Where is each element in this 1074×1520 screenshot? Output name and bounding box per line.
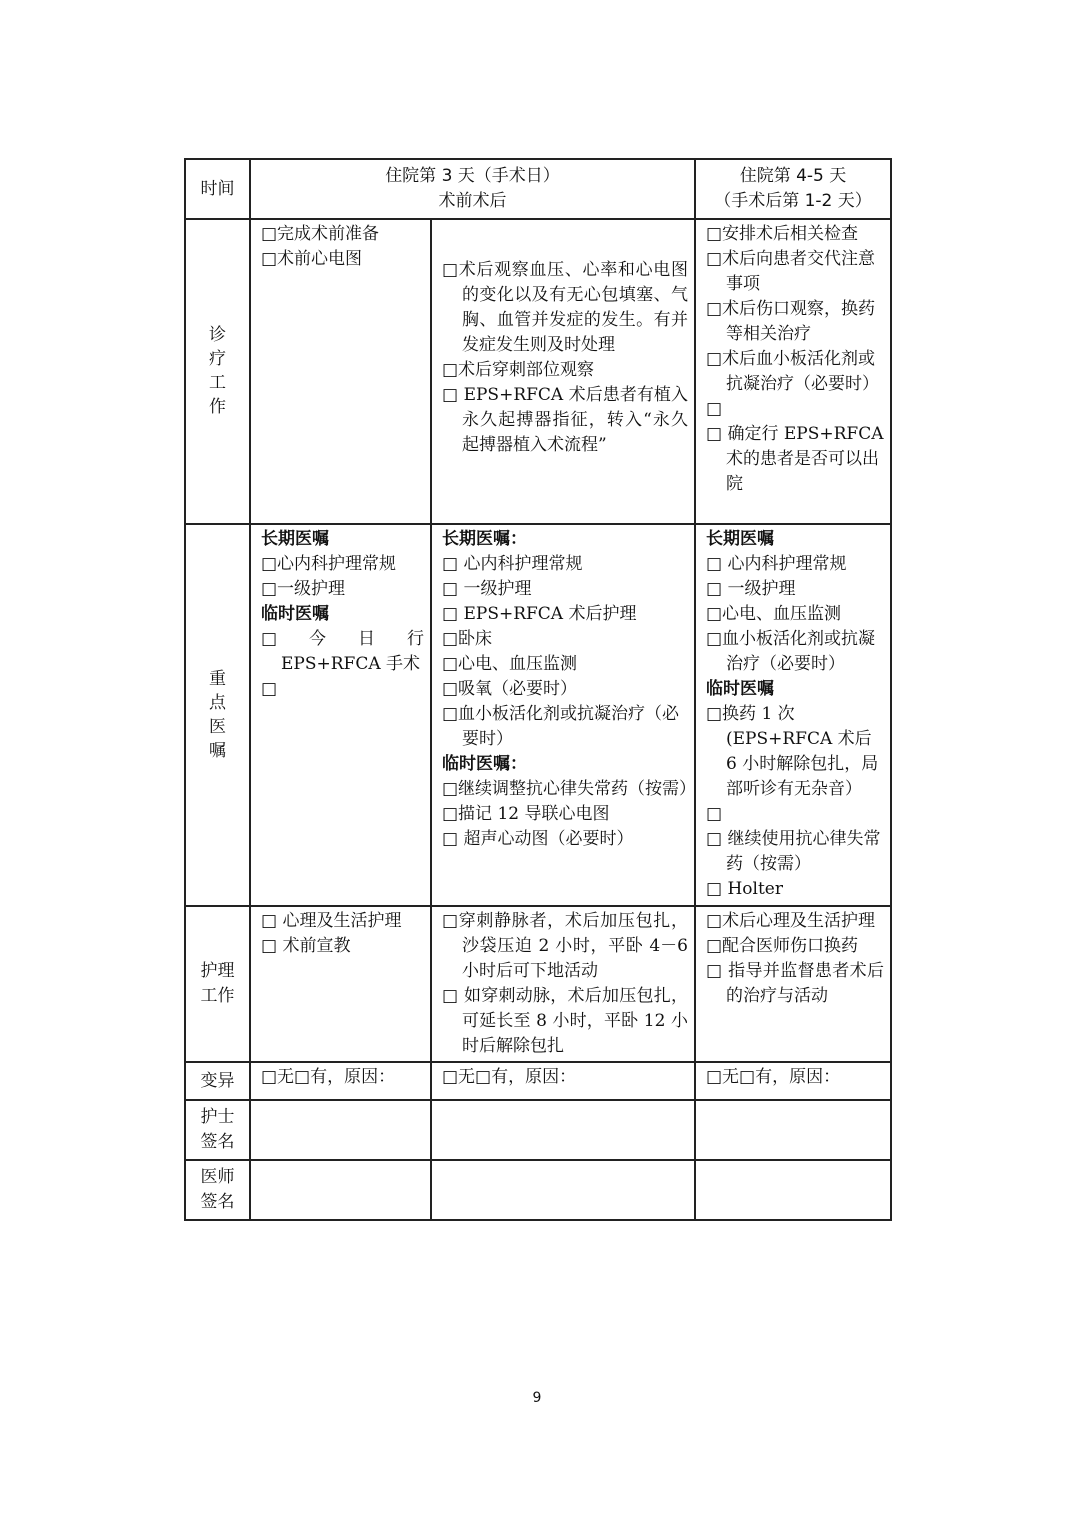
nursing-postop-cell xyxy=(431,906,695,1062)
list-item: □ Holter xyxy=(706,879,783,899)
list-item: □卧床 xyxy=(442,629,493,649)
doctor-sign-row xyxy=(185,1160,891,1220)
nurse-sign-label: 护士签名 xyxy=(185,1100,250,1160)
list-item: □术后血小板活化剂或抗凝治疗（必要时） xyxy=(706,349,879,394)
diagnosis-postop-cell xyxy=(431,219,695,524)
list-item: □血小板活化剂或抗凝治疗（必要时） xyxy=(706,629,876,674)
page-number: 9 xyxy=(532,1390,542,1406)
list-item: □术后向患者交代注意事项 xyxy=(706,249,876,294)
list-item: □ 心内科护理常规 xyxy=(442,554,583,574)
list-item: □ 心理及生活护理 xyxy=(261,911,402,931)
list-item: □ 心内科护理常规 xyxy=(706,554,847,574)
list-item: □ 今 日 行 EPS+RFCA 手术 xyxy=(261,629,424,674)
nurse-sign-row xyxy=(185,1100,891,1160)
day45-subtitle: （手术后第 1-2 天） xyxy=(714,191,872,211)
list-item: □ 一级护理 xyxy=(442,579,532,599)
list-item: □术后伤口观察，换药等相关治疗 xyxy=(706,299,876,344)
variance-checkbox-text[interactable]: □无□有，原因： xyxy=(706,1067,841,1087)
doctor-sign-field[interactable] xyxy=(695,1160,891,1220)
section-title: 临时医嘱 xyxy=(261,604,329,624)
section-title: 长期医嘱 xyxy=(706,529,774,549)
nursing-label: 护理工作 xyxy=(185,906,250,1062)
doctor-sign-field[interactable] xyxy=(431,1160,695,1220)
section-title: 长期医嘱： xyxy=(442,529,527,549)
list-item: □ xyxy=(706,399,723,419)
orders-label: 重点医嘱 xyxy=(185,524,250,906)
orders-day45-cell xyxy=(695,524,891,906)
list-item: □心电、血压监测 xyxy=(442,654,578,674)
doctor-sign-label: 医师签名 xyxy=(185,1160,250,1220)
list-item: □ xyxy=(261,679,278,699)
day45-title: 住院第 4-5 天 xyxy=(739,166,847,186)
list-item: □术后观察血压、心率和心电图的变化以及有无心包填塞、气胸、血管并发症的发生。有并发症发生则及时处理 xyxy=(442,260,688,355)
list-item: □ 术前宣教 xyxy=(261,936,351,956)
header-day3 xyxy=(250,159,695,219)
nurse-sign-field[interactable] xyxy=(250,1100,431,1160)
orders-postop-cell xyxy=(431,524,695,906)
header-day45 xyxy=(695,159,891,219)
orders-preop-cell xyxy=(250,524,431,906)
list-item: □血小板活化剂或抗凝治疗（必要时） xyxy=(442,704,680,749)
list-item: □ EPS+RFCA 术后护理 xyxy=(442,604,637,624)
diagnosis-label: 诊疗工作 xyxy=(185,219,250,524)
list-item: □ 一级护理 xyxy=(706,579,796,599)
header-row xyxy=(185,159,891,219)
list-item: □术后穿刺部位观察 xyxy=(442,360,595,380)
list-item: □ 指导并监督患者术后的治疗与活动 xyxy=(706,961,884,1006)
nurse-sign-field[interactable] xyxy=(695,1100,891,1160)
variance-preop-cell[interactable] xyxy=(250,1062,431,1100)
day3-title: 住院第 3 天（手术日） xyxy=(385,166,560,186)
orders-row xyxy=(185,524,891,906)
list-item: □心内科护理常规 xyxy=(261,554,397,574)
list-item: □ 确定行 EPS+RFCA 术的患者是否可以出院 xyxy=(706,424,884,494)
list-item: □吸氧（必要时） xyxy=(442,679,578,699)
section-title: 临时医嘱 xyxy=(706,679,774,699)
list-item: □配合医师伤口换药 xyxy=(706,936,859,956)
header-time xyxy=(185,159,250,219)
list-item: □换药 1 次(EPS+RFCA 术后 6 小时解除包扎，局部听诊有无杂音） xyxy=(706,704,879,799)
section-title: 临时医嘱： xyxy=(442,754,527,774)
variance-checkbox-text[interactable]: □无□有，原因： xyxy=(442,1067,577,1087)
list-item: □ EPS+RFCA 术后患者有植入永久起搏器指征，转入“永久起搏器植入术流程” xyxy=(442,385,688,455)
diagnosis-day45-cell xyxy=(695,219,891,524)
clinical-pathway-table xyxy=(184,158,892,1221)
nursing-row xyxy=(185,906,891,1062)
section-title: 长期医嘱 xyxy=(261,529,329,549)
list-item: □ 超声心动图（必要时） xyxy=(442,829,634,849)
list-item: □安排术后相关检查 xyxy=(706,224,859,244)
diagnosis-preop-cell xyxy=(250,219,431,524)
variance-checkbox-text[interactable]: □无□有，原因： xyxy=(261,1067,396,1087)
variance-label: 变异 xyxy=(185,1062,250,1100)
list-item: □心电、血压监测 xyxy=(706,604,842,624)
variance-postop-cell[interactable] xyxy=(431,1062,695,1100)
list-item: □ 如穿刺动脉，术后加压包扎，可延长至 8 小时，平卧 12 小时后解除包扎 xyxy=(442,986,688,1056)
list-item: □术前心电图 xyxy=(261,249,363,269)
time-label: 时间 xyxy=(200,178,235,199)
list-item: □ 继续使用抗心律失常药（按需） xyxy=(706,829,881,874)
list-item: □完成术前准备 xyxy=(261,224,380,244)
nursing-day45-cell xyxy=(695,906,891,1062)
nurse-sign-field[interactable] xyxy=(431,1100,695,1160)
nursing-preop-cell xyxy=(250,906,431,1062)
list-item: □术后心理及生活护理 xyxy=(706,911,876,931)
list-item: □ xyxy=(706,804,723,824)
list-item: □继续调整抗心律失常药（按需） xyxy=(442,779,697,799)
doctor-sign-field[interactable] xyxy=(250,1160,431,1220)
variance-day45-cell[interactable] xyxy=(695,1062,891,1100)
diagnosis-row xyxy=(185,219,891,524)
list-item: □描记 12 导联心电图 xyxy=(442,804,610,824)
list-item: □一级护理 xyxy=(261,579,346,599)
variance-row xyxy=(185,1062,891,1100)
day3-subtitle: 术前术后 xyxy=(438,191,507,211)
list-item: □穿刺静脉者，术后加压包扎，沙袋压迫 2 小时，平卧 4－6 小时后可下地活动 xyxy=(442,911,688,981)
